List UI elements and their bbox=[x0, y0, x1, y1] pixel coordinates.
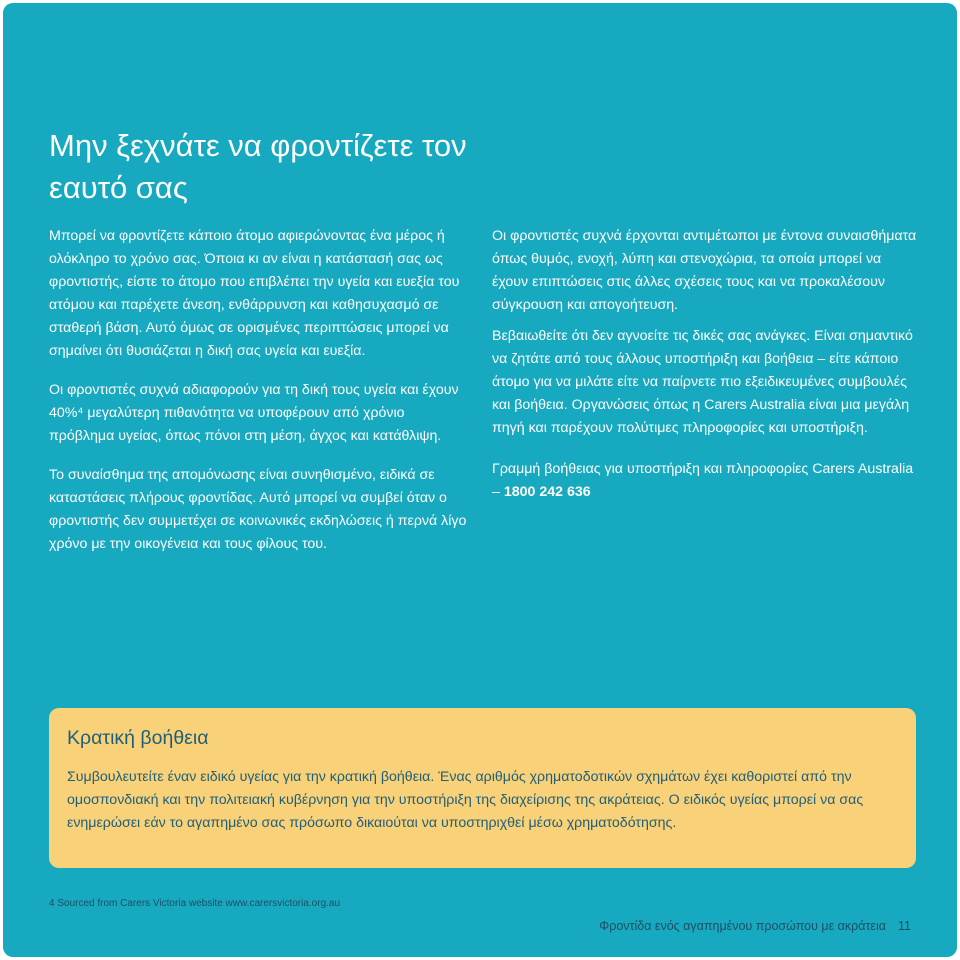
page bbox=[3, 3, 957, 957]
right-paragraph-1: Οι φροντιστές συχνά έρχονται αντιμέτωποι με έντονα συναισθήματα όπως θυμός, ενοχή, λύπη και στενοχώρια, τα οποία μπορεί να έχουν επιπτώσεις στις άλλες σχέσεις τους και να προκαλέσουν σύγκρουση και απογοήτευση. bbox=[492, 228, 917, 313]
box-body: Συμβουλευτείτε έναν ειδικό υγείας για την κρατική βοήθεια. Ένας αριθμός χρηματοδοτικών σχημάτων έχει καθοριστεί από την ομοσπονδιακή και την πολιτειακή κυβέρνηση για την υποστήριξη της διαχείρισης της ακράτειας. Ο ειδικός υγείας μπορεί να σας ενημερώσει εάν το αγαπημένο σας πρόσωπο δικαιούται να υποστηριχθεί μέσω χρηματοδότησης. bbox=[67, 769, 864, 831]
left-column bbox=[49, 225, 469, 572]
box-heading: Κρατική βοήθεια bbox=[67, 727, 209, 749]
page-title: Μην ξεχνάτε να φροντίζετε τον εαυτό σας bbox=[49, 128, 467, 205]
right-paragraph-2: Βεβαιωθείτε ότι δεν αγνοείτε τις δικές σας ανάγκες. Είναι σημαντικό να ζητάτε από τους άλλους υποστήριξη και βοήθεια – είτε κάποιο άτομο για να μιλάτε είτε να παίρνετε πιο εξειδικευμένες συμβουλές και βοήθεια. Οργανώσεις όπως η Carers Australia είναι μια μεγάλη πηγή και παρέχουν πολύτιμες πληροφορίες και υποστήριξη. bbox=[492, 328, 913, 436]
right-column bbox=[492, 225, 917, 512]
helpline-paragraph bbox=[492, 458, 917, 504]
footer-title: Φροντίδα ενός αγαπημένου προσώπου με ακράτεια bbox=[599, 919, 887, 933]
government-assistance-box bbox=[49, 708, 916, 868]
footnote: 4 Sourced from Carers Victoria website www.carersvictoria.org.au bbox=[49, 898, 341, 909]
left-paragraph-3: Το συναίσθημα της απομόνωσης είναι συνηθισμένο, ειδικά σε καταστάσεις πλήρους φροντίδας. Αυτό μπορεί να συμβεί όταν ο φροντιστής δεν συμμετέχει σε κοινωνικές εκδηλώσεις ή περνά λίγο χρόνο με την οικογένεια και τους φίλους του. bbox=[49, 467, 467, 552]
helpline-phone: 1800 242 636 bbox=[503, 484, 591, 500]
page-number: 11 bbox=[898, 919, 911, 933]
left-paragraph-1: Μπορεί να φροντίζετε κάποιο άτομο αφιερώνοντας ένα μέρος ή ολόκληρο το χρόνο σας. Όποια κι αν είναι η κατάστασή σας ως φροντιστής, είστε το άτομο που επιβλέπει την υγεία και ευεξία του ατόμου και παρέχετε άνεση, ενθάρρυνση και καθησυχασμό σε σταθερή βάση. Αυτό όμως σε ορισμένες περιπτώσεις μπορεί να σημαίνει ότι θυσιάζεται η δική σας υγεία και ευεξία. bbox=[49, 228, 460, 359]
helpline-text: Γραμμή βοήθειας για υποστήριξη και πληροφορίες Carers Australia – bbox=[492, 461, 914, 500]
page-footer bbox=[599, 919, 911, 933]
left-paragraph-2: Οι φροντιστές συχνά αδιαφορούν για τη δική τους υγεία και έχουν 40%⁴ μεγαλύτερη πιθανότητα να υποφέρουν από χρόνιο πρόβλημα υγείας, όπως πόνοι στη μέση, άγχος και κατάθλιψη. bbox=[49, 382, 459, 444]
